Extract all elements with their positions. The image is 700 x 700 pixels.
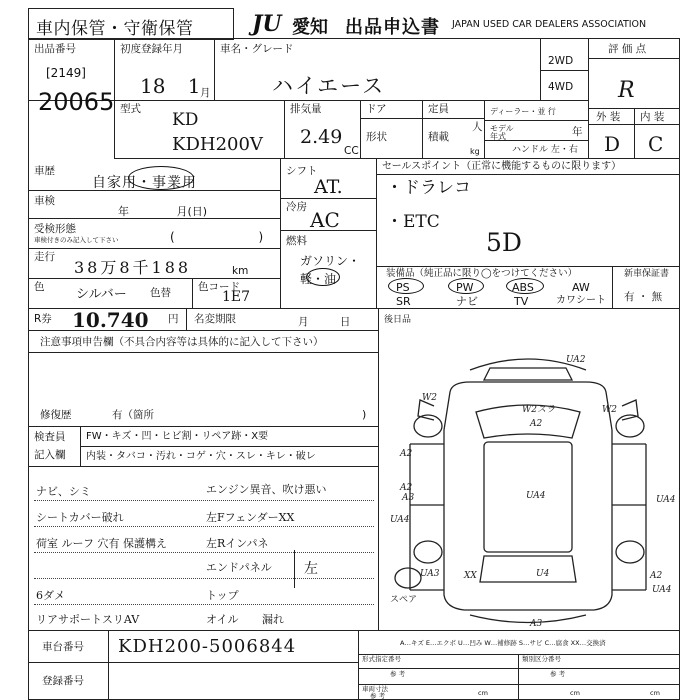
color-code-label: 色コード xyxy=(198,281,240,293)
ac-value: AC xyxy=(310,208,340,232)
ju-logo: JU xyxy=(252,11,282,37)
storage-label: 車内保管・守衛保管 xyxy=(36,19,194,39)
legend-row-2: 内装・タバコ・汚れ・コゲ・穴・スレ・キレ・破レ xyxy=(86,451,316,462)
cm-unit-3: cm xyxy=(650,689,660,697)
model-value-2: KDH200V xyxy=(172,134,263,155)
comment-bracket xyxy=(294,550,295,588)
history-label: 車歴 xyxy=(34,165,55,177)
comment-7: エンドパネル xyxy=(206,561,272,574)
car-name-value: ハイエース xyxy=(272,74,386,98)
receipt-parens: ( ) xyxy=(170,230,264,244)
damage-ua3: UA3 xyxy=(420,569,440,579)
fuel-value: ガソリン・軽・油 xyxy=(300,254,361,286)
r-ticket-unit: 円 xyxy=(168,313,179,325)
first-registration-value: 18 1 xyxy=(140,74,201,98)
damage-a3-left: A3 xyxy=(402,493,415,503)
ac-label: 冷房 xyxy=(286,201,307,213)
reference-label-2: 参 考 xyxy=(550,670,566,678)
color-value: シルバー xyxy=(76,287,127,302)
month-unit: 月 xyxy=(200,87,211,99)
exterior-label: 外 装 xyxy=(596,111,621,123)
model-label: 型式 xyxy=(120,103,141,115)
comment-4: エンジン異音、吹け悪い xyxy=(206,483,327,496)
name-change-label: 名変期限 xyxy=(194,313,236,325)
damage-u4: U4 xyxy=(536,569,550,579)
name-change-units: 月 日 xyxy=(298,316,351,328)
chassis-label: 車台番号 xyxy=(42,641,84,653)
damage-a2-right: A2 xyxy=(650,571,663,581)
damage-a3-rear: A3 xyxy=(530,619,543,629)
comment-13: 漏れ xyxy=(262,613,284,626)
damage-w2-sura: W2スラ xyxy=(522,405,555,415)
comment-11: リアサポートスリAV xyxy=(36,613,140,626)
mileage-label: 走行 xyxy=(34,251,55,263)
equip-ps-circle xyxy=(388,278,424,294)
cm-unit-2: cm xyxy=(570,689,580,697)
type-spec-label: 形式指定番号 xyxy=(362,655,401,663)
wheel-rear-right xyxy=(616,541,644,563)
equip-pw: PW xyxy=(456,281,474,294)
spare-label: スペア xyxy=(390,595,418,605)
damage-ua4-roof: UA4 xyxy=(526,491,546,501)
comment-8: 左 xyxy=(304,561,318,577)
damage-w2-left: W2 xyxy=(422,393,437,403)
new-warranty-label: 新車保証書 xyxy=(624,269,670,279)
sales-point-line-2: ・ETC xyxy=(386,212,440,232)
legend-row-1: FW・キズ・凹・ヒビ割・リペア跡・X要 xyxy=(86,431,269,442)
equip-navi: ナビ xyxy=(456,295,478,308)
color-label: 色 xyxy=(34,281,45,293)
sales-point-title: セールスポイント（正常に機能するものに限ります） xyxy=(382,161,622,172)
displacement-label: 排気量 xyxy=(290,103,322,115)
damage-a2-left: A2 xyxy=(400,449,413,459)
spare-tire xyxy=(395,568,421,588)
grade-label: 評 価 点 xyxy=(608,43,647,55)
kg-unit: kg xyxy=(470,147,480,156)
color-replace-label: 色替 xyxy=(150,287,171,299)
damage-ua4-right-low: UA4 xyxy=(652,585,672,595)
comment-10: トップ xyxy=(206,589,239,602)
cm-unit-1: cm xyxy=(478,689,488,697)
registration-label: 登録番号 xyxy=(42,675,84,687)
legend-codes: A…キズ E…エクボ U…凹み W…補修跡 S…サビ C…腐食 XX…交換済 xyxy=(400,639,606,647)
shift-label: シフト xyxy=(286,165,318,177)
r-ticket-value: 10.740 xyxy=(72,308,149,332)
handle-label: ハンドル 左・右 xyxy=(512,145,578,155)
vehicle-size-label: 車両寸法 xyxy=(362,685,388,693)
dealer-label: ディーラー・並 行 xyxy=(490,107,556,116)
year-unit: 年 xyxy=(572,126,583,138)
interior-value: C xyxy=(648,132,664,156)
comment-6: 左Rインパネ xyxy=(206,537,269,550)
listing-number: 20065 xyxy=(38,88,115,116)
damage-a2-left-low: A2 xyxy=(400,483,413,493)
category-label: 類別区分番号 xyxy=(522,655,561,663)
shift-value: AT. xyxy=(314,176,343,198)
displacement-value: 2.49 xyxy=(300,126,343,148)
cc-unit: CC xyxy=(344,145,359,157)
reference-label-1: 参 考 xyxy=(390,670,406,678)
damage-xx: XX xyxy=(464,571,477,581)
car-damage-diagram xyxy=(380,340,680,630)
listing-number-label: 出品番号 xyxy=(34,43,76,55)
wheel-rear-left xyxy=(414,541,442,563)
damage-w2-right: W2 xyxy=(602,405,617,415)
sales-point-line-3: 5D xyxy=(486,228,522,257)
comment-9: 6ダメ xyxy=(36,589,65,602)
after-items-label: 後日品 xyxy=(384,315,412,325)
comment-12: オイル xyxy=(206,613,239,626)
first-registration-label: 初度登録年月 xyxy=(120,43,183,55)
repair-history-label: 修復歴 xyxy=(40,409,72,421)
org-name: 愛知 xyxy=(292,17,328,38)
shape-label: 形状 xyxy=(366,131,387,143)
equip-ps: PS xyxy=(396,281,410,294)
interior-label: 内 装 xyxy=(640,111,665,123)
fuel-circle xyxy=(306,268,340,286)
drive-2wd: 2WD xyxy=(548,55,574,67)
mileage-value: 38万8千188 xyxy=(74,258,192,277)
drive-4wd: 4WD xyxy=(548,81,574,93)
rear-window xyxy=(480,556,576,582)
comment-1: ナビ、シミ xyxy=(36,485,91,498)
r-ticket-label: R券 xyxy=(34,313,52,325)
damage-ua4-left: UA4 xyxy=(390,515,410,525)
association-text: JAPAN USED CAR DEALERS ASSOCIATION xyxy=(452,19,647,30)
color-code-value: 1E7 xyxy=(222,289,251,305)
rear-bumper xyxy=(470,615,586,623)
receipt-note: 車検付きのみ記入して下さい xyxy=(34,236,119,244)
entry-label: 記入欄 xyxy=(34,449,66,461)
roof-outline xyxy=(484,368,572,380)
warranty-value: 有 ・ 無 xyxy=(624,291,663,303)
equip-abs-circle xyxy=(506,278,544,294)
receipt-label: 受検形態 xyxy=(34,223,76,235)
comment-2: シートカバー破れ xyxy=(36,511,124,524)
sales-point-line-1: ・ドラレコ xyxy=(386,178,471,198)
damage-ua2-top: UA2 xyxy=(566,355,586,365)
inspection-label: 車検 xyxy=(34,195,55,207)
listing-sub-number: [2149] xyxy=(46,66,86,80)
comment-5: 左FフェンダーXX xyxy=(206,511,295,524)
history-value: 自家用・事業用 xyxy=(92,175,197,191)
equip-abs: ABS xyxy=(512,281,534,294)
equipment-title: 装備品（純正品に限り◯をつけてください） xyxy=(386,268,578,279)
equip-tv: TV xyxy=(514,295,529,308)
history-circle xyxy=(128,166,194,190)
equip-sr: SR xyxy=(396,295,411,308)
reference-label-3: 参 考 xyxy=(370,692,386,700)
notes-title: 注意事項申告欄（不具合内容等は具体的に記入して下さい） xyxy=(40,336,324,348)
exterior-value: D xyxy=(604,132,621,156)
door-label: ドア xyxy=(366,103,387,115)
damage-a2-windshield: A2 xyxy=(530,419,543,429)
load-label: 積載 xyxy=(428,131,449,143)
mileage-unit: km xyxy=(232,265,249,277)
doc-title: 出品申込書 xyxy=(345,17,440,38)
grade-value: R xyxy=(618,78,635,103)
car-name-label: 車名・グレード xyxy=(220,43,294,55)
equip-leather-seat: カワシート xyxy=(556,295,606,306)
chassis-value: KDH200-5006844 xyxy=(118,636,297,657)
repair-close-paren: ) xyxy=(362,408,367,421)
repair-history-value: 有（箇所 xyxy=(112,409,154,421)
model-value-1: KD xyxy=(172,110,199,130)
equip-aw: AW xyxy=(572,281,590,294)
seats-unit: 人 xyxy=(472,121,483,133)
equip-pw-circle xyxy=(448,278,484,294)
inspection-units: 年 月(日) xyxy=(118,205,208,218)
model-year-label: モデル 年式 xyxy=(490,124,514,142)
comment-3: 荷室 ルーフ 穴有 保護構え xyxy=(36,537,167,550)
right-mirror xyxy=(622,400,638,420)
seats-label: 定員 xyxy=(428,103,449,115)
inspector-label: 検査員 xyxy=(34,431,66,443)
damage-ua4-right: UA4 xyxy=(656,495,676,505)
fuel-label: 燃料 xyxy=(286,235,307,247)
